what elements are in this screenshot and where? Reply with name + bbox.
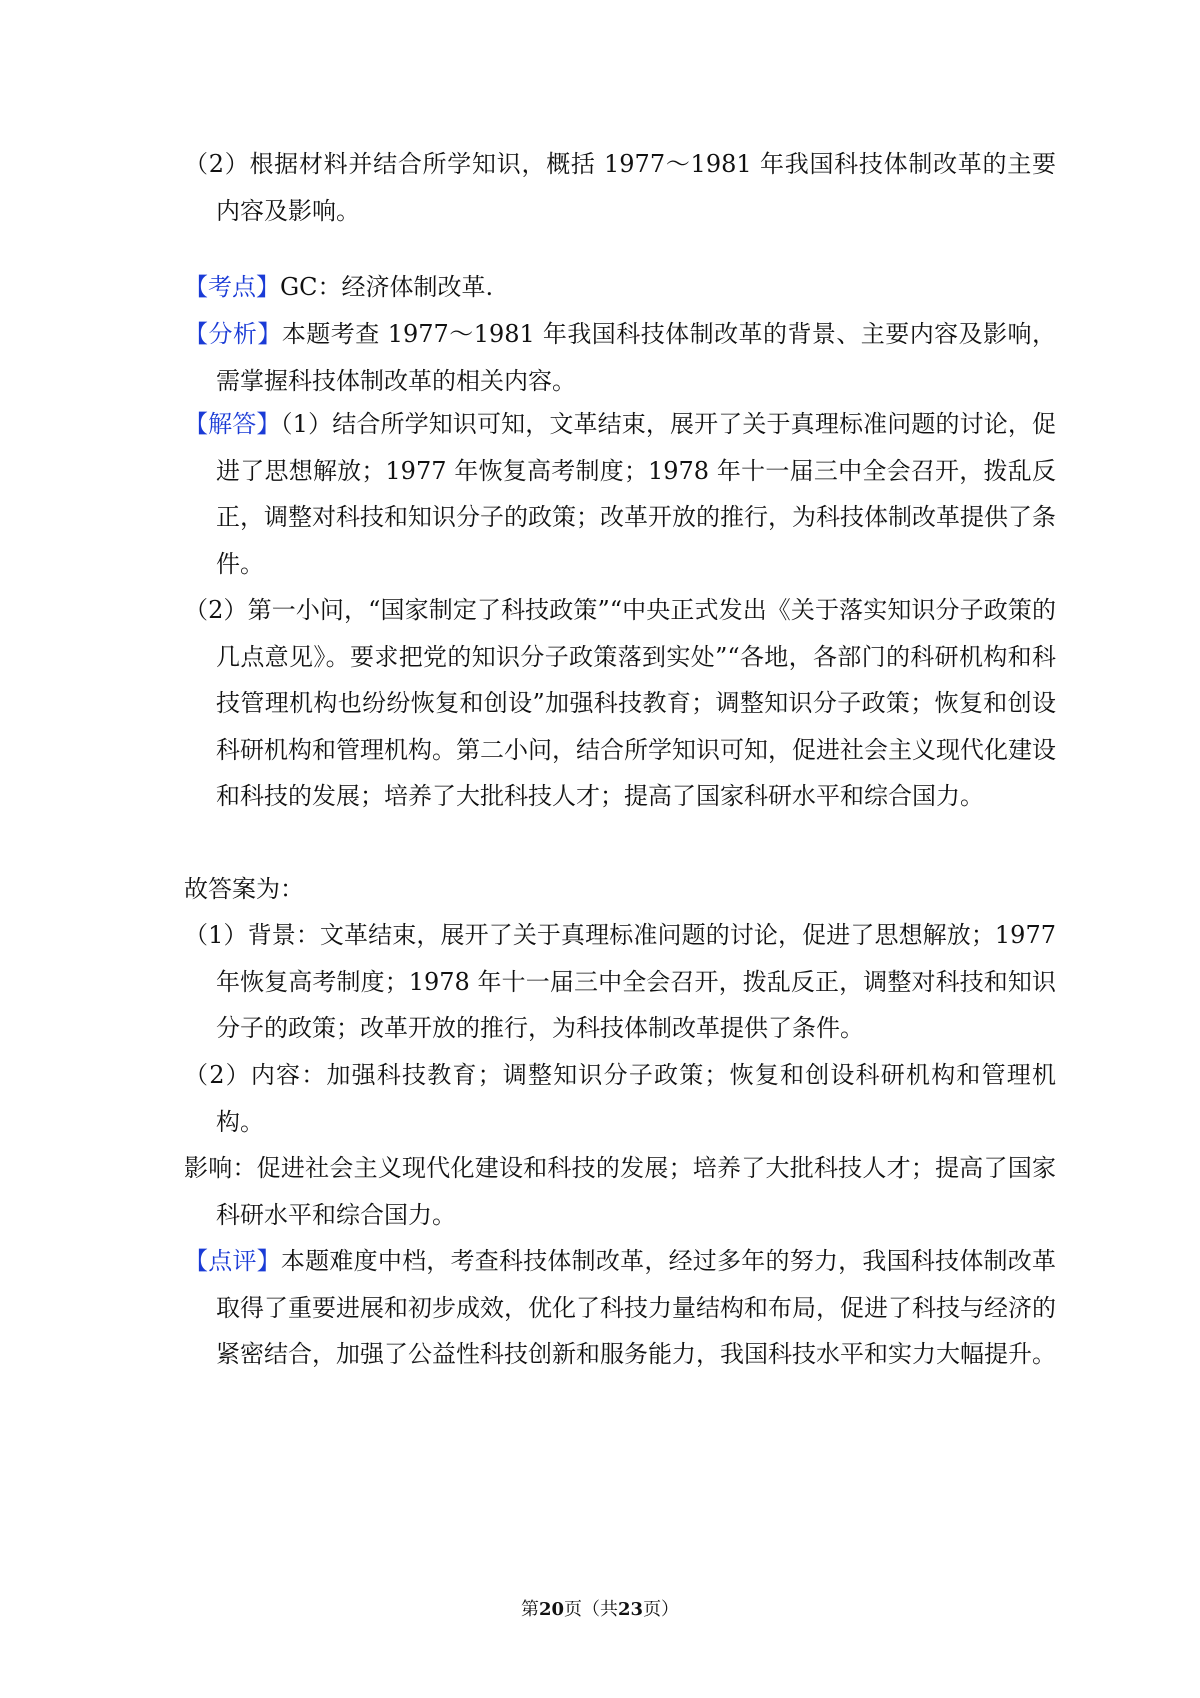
dianping-section (184, 1238, 1056, 1378)
footer-middle: 页（共 (564, 1599, 618, 1620)
answer-3-text: 影响：促进社会主义现代化建设和科技的发展；培养了大批科技人才；提高了国家科研水平和综合国力。 (184, 1154, 1056, 1229)
jieda-label: 【解答】 (184, 410, 281, 438)
footer-total-pages: 23 (618, 1599, 644, 1620)
dianping-label: 【点评】 (184, 1247, 281, 1275)
answer-2 (184, 1052, 1056, 1145)
jieda-part-2 (184, 587, 1056, 820)
jieda-section (184, 401, 1056, 587)
fenxi-label: 【分析】 (184, 320, 282, 348)
answer-1 (184, 912, 1056, 1052)
page-footer (0, 1598, 1200, 1622)
kaodian-section (184, 264, 1056, 311)
fenxi-section (184, 311, 1056, 404)
jieda-text: （1）结合所学知识可知，文革结束，展开了关于真理标准问题的讨论，促进了思想解放；1977 年恢复高考制度；1978 年十一届三中全会召开，拨乱反正，调整对科技和知识分子的政策；改革开放的推行，为科技体制改革提供了条件。 (216, 410, 1056, 578)
answer-intro-text: 故答案为： (184, 875, 304, 903)
footer-page-number: 20 (538, 1599, 564, 1620)
jieda-part-2-text: （2）第一小问，“国家制定了科技政策”“中央正式发出《关于落实知识分子政策的几点意见》。要求把党的知识分子政策落到实处”“各地，各部门的科研机构和科技管理机构也纷纷恢复和创设”加强科技教育；调整知识分子政策；恢复和创设科研机构和管理机构。第二小问，结合所学知识可知，促进社会主义现代化建设和科技的发展；培养了大批科技人才；提高了国家科研水平和综合国力。 (184, 596, 1056, 810)
fenxi-text: 本题考查 1977～1981 年我国科技体制改革的背景、主要内容及影响，需掌握科技体制改革的相关内容。 (216, 320, 1056, 395)
footer-prefix: 第 (520, 1599, 539, 1620)
answer-1-text: （1）背景：文革结束，展开了关于真理标准问题的讨论，促进了思想解放；1977 年恢复高考制度；1978 年十一届三中全会召开，拨乱反正，调整对科技和知识分子的政策；改革开放的推行，为科技体制改革提供了条件。 (184, 921, 1056, 1042)
kaodian-text: GC：经济体制改革. (280, 273, 494, 301)
question-2-text: （2）根据材料并结合所学知识，概括 1977～1981 年我国科技体制改革的主要内容及影响。 (184, 150, 1056, 225)
dianping-text: 本题难度中档，考查科技体制改革，经过多年的努力，我国科技体制改革取得了重要进展和初步成效，优化了科技力量结构和布局，促进了科技与经济的紧密结合，加强了公益性科技创新和服务能力，我国科技水平和实力大幅提升。 (216, 1247, 1057, 1368)
answer-intro (184, 866, 1024, 913)
footer-suffix: 页） (643, 1599, 680, 1620)
question-2 (184, 141, 1056, 234)
answer-2-text: （2）内容：加强科技教育；调整知识分子政策；恢复和创设科研机构和管理机构。 (184, 1061, 1056, 1136)
answer-3 (184, 1145, 1056, 1238)
kaodian-label: 【考点】 (184, 273, 280, 301)
